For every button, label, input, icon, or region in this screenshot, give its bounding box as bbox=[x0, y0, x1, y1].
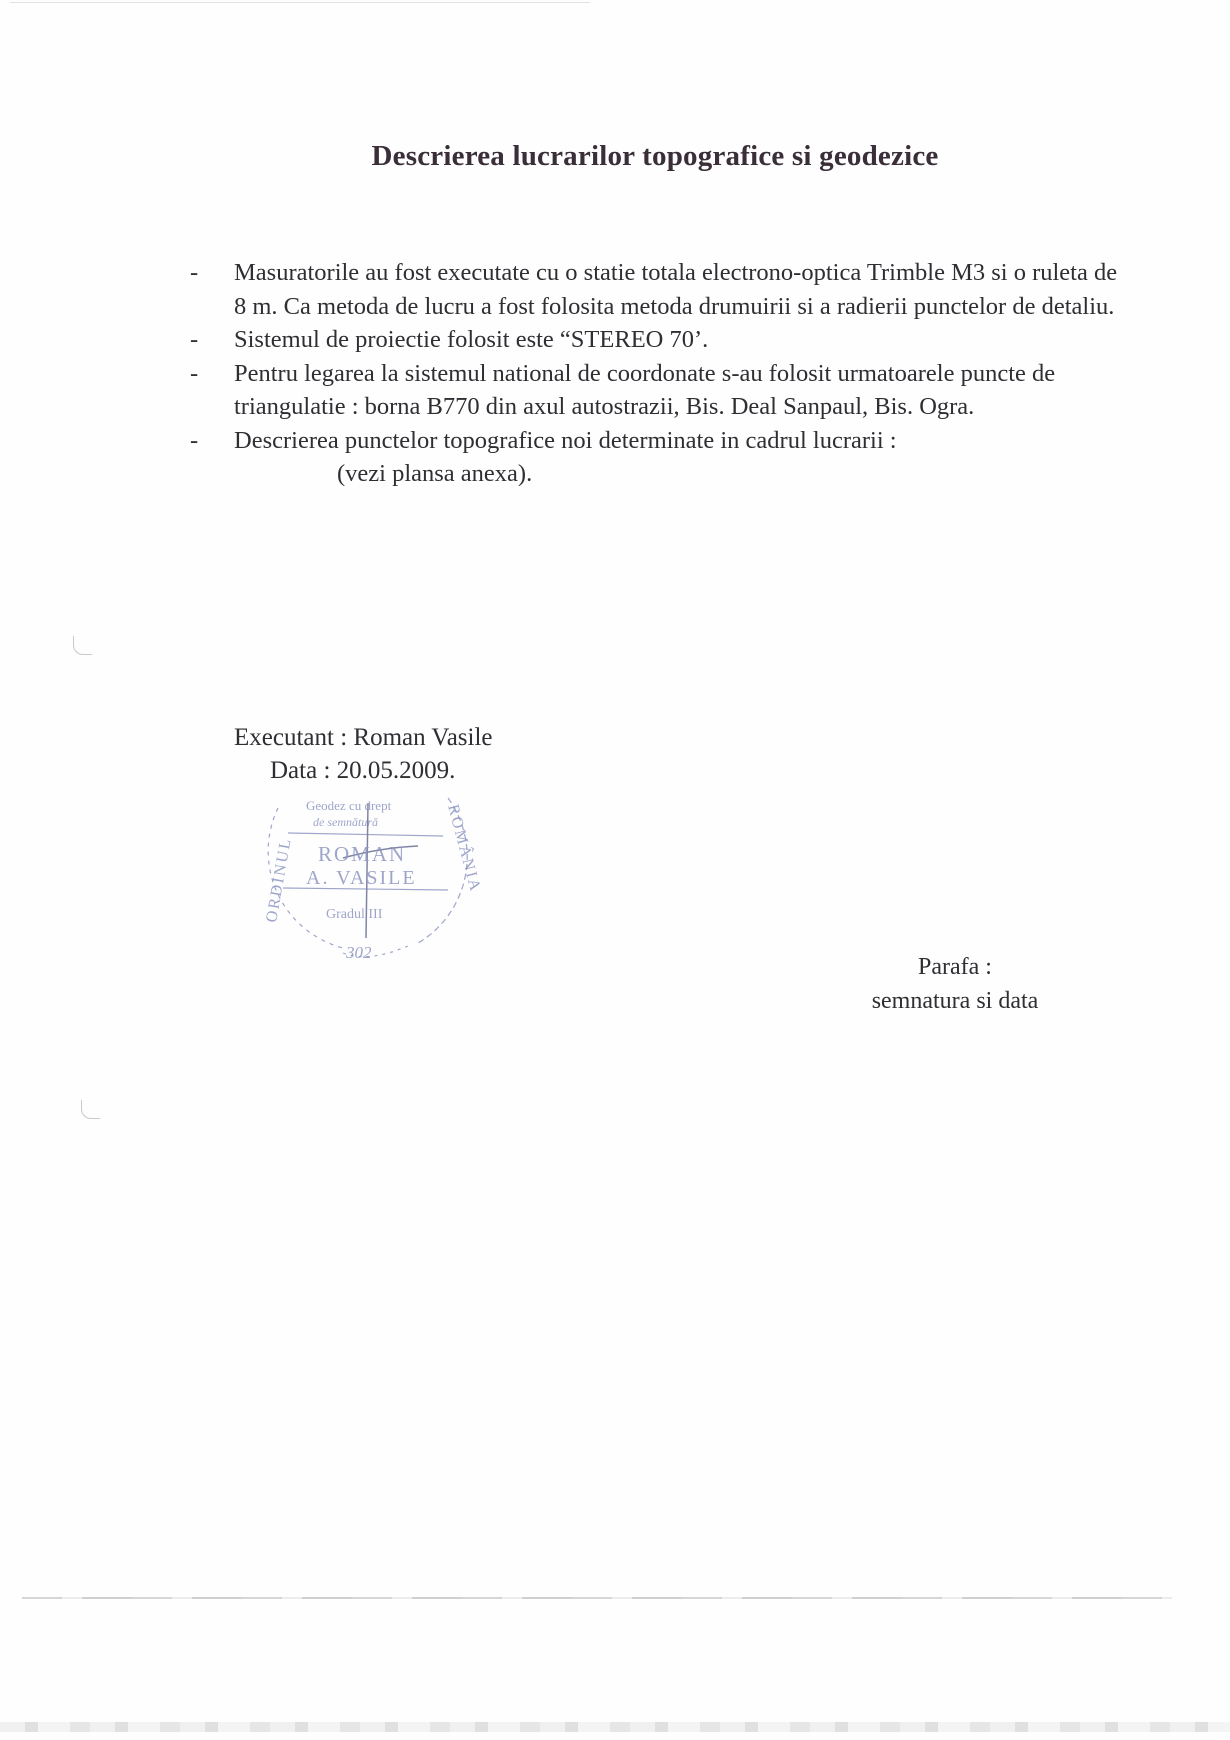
list-item-text: Masuratorile au fost executate cu o statie totala electrono-optica Trimble M3 si o ruleta de 8 m. Ca metoda de lucru a fost folosita metoda drumuirii si a radierii punctelor de detaliu. bbox=[234, 259, 1118, 320]
scan-bottom-edge bbox=[0, 1722, 1230, 1732]
list-item bbox=[190, 357, 1120, 424]
list-item bbox=[190, 424, 1120, 491]
margin-mark bbox=[81, 1100, 100, 1119]
list-item-text: Pentru legarea la sistemul national de coordonate s-au folosit urmatoarele puncte de triangulatie : borna B770 din axul autostrazii, Bis. Deal Sanpaul, Bis. Ogra. bbox=[234, 359, 1056, 420]
stamp-number: 302 bbox=[346, 943, 372, 962]
parafa-label: Parafa : bbox=[918, 954, 992, 980]
stamp-grade: Gradul III bbox=[326, 907, 383, 922]
document-title: Descrierea lucrarilor topografice si geodezice bbox=[371, 140, 939, 172]
margin-mark bbox=[73, 636, 92, 655]
scan-bottom-rule bbox=[22, 1597, 1172, 1599]
bullet-dash: - bbox=[190, 359, 199, 387]
official-stamp bbox=[248, 748, 498, 988]
parafa-block bbox=[850, 950, 1060, 1018]
stamp-name-2: A. VASILE bbox=[306, 867, 417, 889]
svg-text:ORDINUL: ORDINUL bbox=[263, 836, 295, 924]
description-list bbox=[190, 256, 1120, 491]
list-item-subtext: (vezi plansa anexa). bbox=[337, 460, 533, 487]
executant-name: Executant : Roman Vasile bbox=[234, 724, 493, 751]
list-item-text: Descrierea punctelor topografice noi determinate in cadrul lucrarii : bbox=[234, 426, 897, 454]
execution-date: Data : 20.05.2009. bbox=[270, 757, 456, 784]
stamp-line-1: Geodez cu drept bbox=[306, 798, 392, 813]
bullet-dash: - bbox=[190, 326, 199, 353]
bullet-dash: - bbox=[190, 426, 199, 454]
svg-text:ROMÂNIA: ROMÂNIA bbox=[444, 802, 484, 895]
list-item bbox=[190, 256, 1120, 323]
list-item-text: Sistemul de proiectie folosit este “STEREO 70’. bbox=[234, 326, 709, 353]
bullet-dash: - bbox=[190, 259, 199, 286]
parafa-caption: semnatura si data bbox=[871, 988, 1039, 1014]
list-item bbox=[190, 323, 1120, 357]
stamp-line-2: de semnătură bbox=[313, 815, 378, 829]
stamp-name-1: ROMAN bbox=[318, 842, 407, 866]
scan-top-rule bbox=[10, 2, 590, 3]
